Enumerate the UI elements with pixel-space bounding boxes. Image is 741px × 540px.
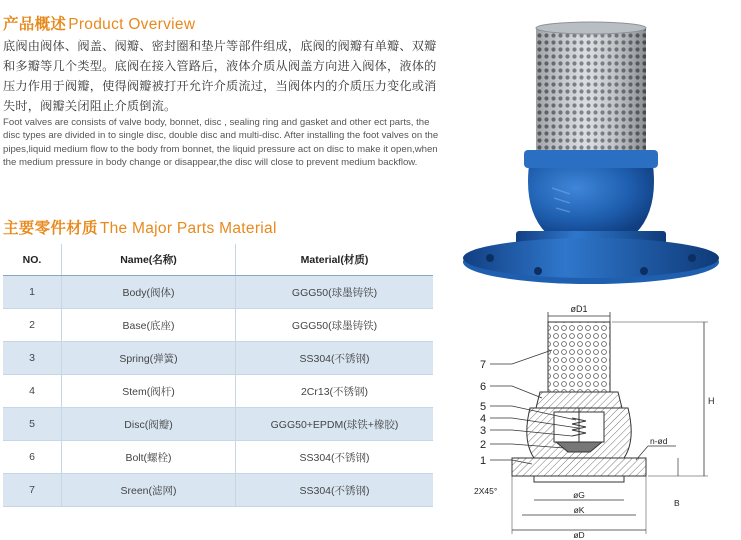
header-no: NO. (3, 244, 62, 276)
dim-holes-label: n-ød (650, 436, 668, 446)
materials-heading (3, 216, 277, 238)
callout-5: 5 (480, 401, 487, 413)
row-name: Stem(阀杆) (62, 375, 236, 408)
overview-title-cn: 产品概述 (3, 15, 67, 33)
table-row (3, 276, 433, 309)
table-row (3, 309, 433, 342)
row-material: SS304(不锈钢) (236, 342, 434, 375)
dim-d1-label: øD1 (570, 304, 588, 314)
row-no: 6 (3, 441, 62, 474)
overview-heading (3, 12, 195, 34)
header-material: Material(材质) (236, 244, 434, 276)
row-no: 1 (3, 276, 62, 309)
row-no: 7 (3, 474, 62, 507)
row-no: 4 (3, 375, 62, 408)
materials-title-cn: 主要零件材质 (3, 219, 98, 237)
row-name: Spring(弹簧) (62, 342, 236, 375)
header-name: Name(名称) (62, 244, 236, 276)
callout-3: 3 (480, 425, 487, 437)
dim-b-label: B (674, 498, 680, 508)
table-header-row (3, 244, 433, 276)
table-row (3, 375, 433, 408)
row-material: 2Cr13(不锈钢) (236, 375, 434, 408)
row-material: GGG50+EPDM(球铁+橡胶) (236, 408, 434, 441)
table-row (3, 441, 433, 474)
callout-4: 4 (480, 413, 487, 425)
row-no: 3 (3, 342, 62, 375)
callout-2: 2 (480, 439, 487, 451)
foot-valve-photo (452, 18, 734, 296)
overview-title-en: Product Overview (68, 16, 196, 33)
technical-drawing (472, 300, 734, 540)
row-material: SS304(不锈钢) (236, 474, 434, 507)
chamfer-label: 2X45° (474, 486, 498, 496)
dim-h-label: H (708, 396, 715, 406)
row-name: Base(底座) (62, 309, 236, 342)
overview-description-en: Foot valves are consists of valve body, bonnet, disc , sealing ring and gasket and other ect parts, the disc types are divided in to single disc, double disc and multi-disc. After installing the foot valves on the pipes,liquid medium flow to the body from bonnet, the liquid pressure act on disc to make it open,when the medium pressure in body change or disappear,the disc will close to prevent medium backflow. (3, 117, 439, 169)
callout-6: 6 (480, 381, 487, 393)
row-name: Disc(阀瓣) (62, 408, 236, 441)
row-material: GGG50(球墨铸铁) (236, 276, 434, 309)
row-name: Bolt(螺栓) (62, 441, 236, 474)
row-material: GGG50(球墨铸铁) (236, 309, 434, 342)
callout-7: 7 (480, 359, 487, 371)
table-row (3, 474, 433, 507)
callout-1: 1 (480, 455, 487, 467)
materials-table (3, 244, 433, 507)
row-name: Sreen(滤网) (62, 474, 236, 507)
row-name: Body(阀体) (62, 276, 236, 309)
table-row (3, 342, 433, 375)
dim-k-label: øK (573, 505, 585, 515)
overview-description-cn: 底阀由阀体、阀盖、阀瓣、密封圈和垫片等部件组成，底阀的阀瓣有单瓣、双瓣和多瓣等几个类型。底阀在接入管路后，液体介质从阀盖方向进入阀体，液体的压力作用于阀瓣，使得阀瓣被打开允许介质流过，当阀体内的介质压力变化或消失时，阀瓣关闭阻止介质倒流。 (3, 39, 437, 113)
dim-d-label: øD (573, 530, 585, 540)
materials-title-en: The Major Parts Material (99, 220, 277, 237)
dim-g-label: øG (573, 490, 585, 500)
row-no: 5 (3, 408, 62, 441)
row-material: SS304(不锈钢) (236, 441, 434, 474)
row-no: 2 (3, 309, 62, 342)
table-row (3, 408, 433, 441)
